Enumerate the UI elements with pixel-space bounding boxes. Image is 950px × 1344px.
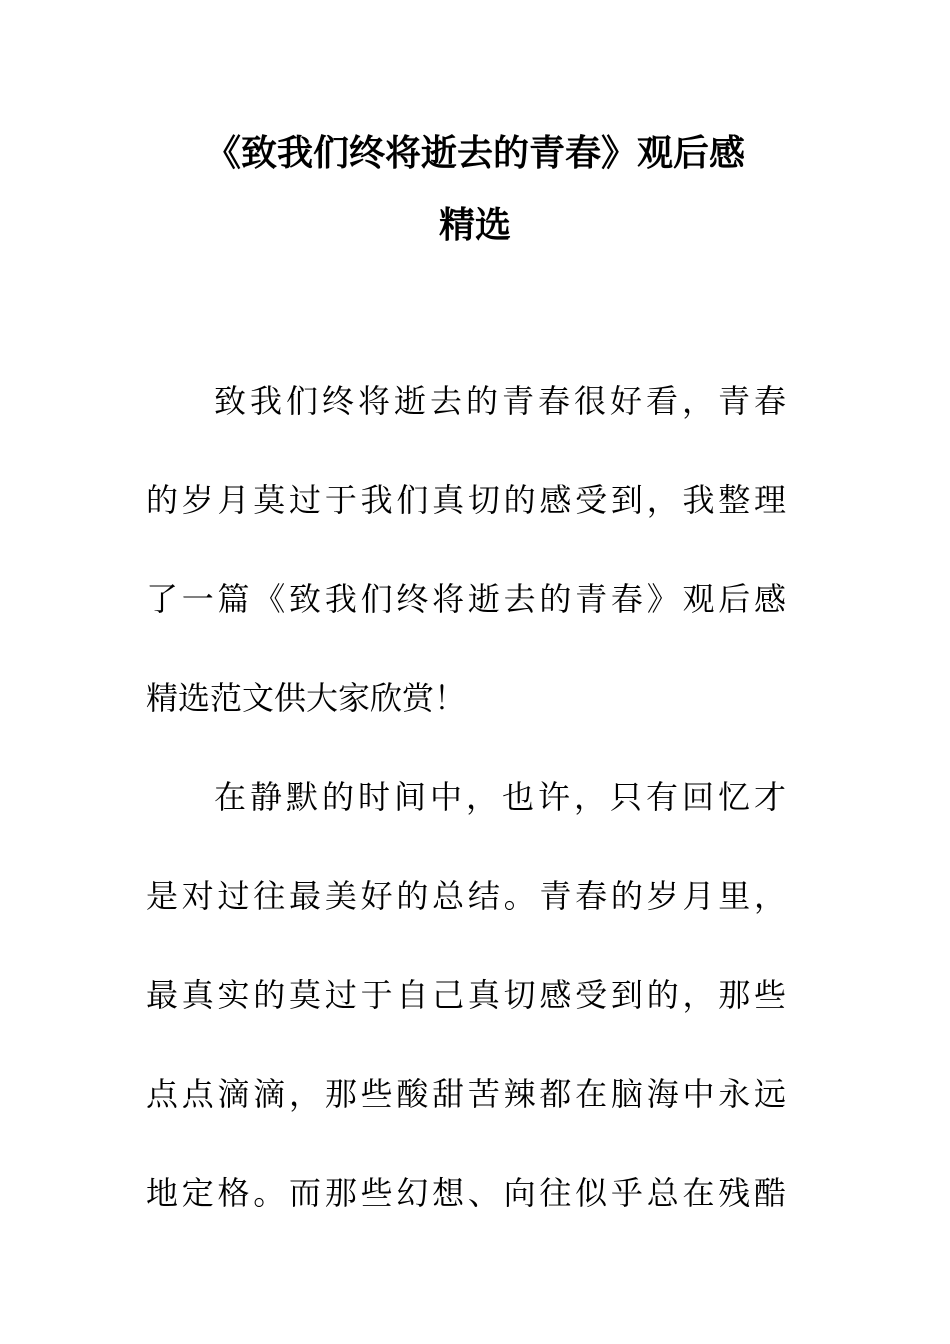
paragraph-line: 的岁月莫过于我们真切的感受到，我整理 — [146, 481, 786, 519]
paragraph-line: 精选范文供大家欣赏！ — [146, 679, 467, 717]
paragraph-line: 点点滴滴，那些酸甜苦辣都在脑海中永远 — [146, 1075, 786, 1113]
document-title-line-2: 精选 — [438, 204, 511, 246]
paragraph-line: 在静默的时间中，也许，只有回忆才 — [214, 778, 786, 816]
paragraph-line: 了一篇《致我们终将逝去的青春》观后感 — [146, 580, 786, 618]
paragraph-line: 地定格。而那些幻想、向往似乎总在残酷 — [146, 1174, 786, 1212]
paragraph-line: 致我们终将逝去的青春很好看，青春 — [214, 382, 786, 420]
paragraph-line: 最真实的莫过于自己真切感受到的，那些 — [146, 976, 786, 1014]
document-title-line-1: 《致我们终将逝去的青春》观后感 — [204, 132, 745, 174]
paragraph-line: 是对过往最美好的总结。青春的岁月里， — [146, 877, 786, 915]
